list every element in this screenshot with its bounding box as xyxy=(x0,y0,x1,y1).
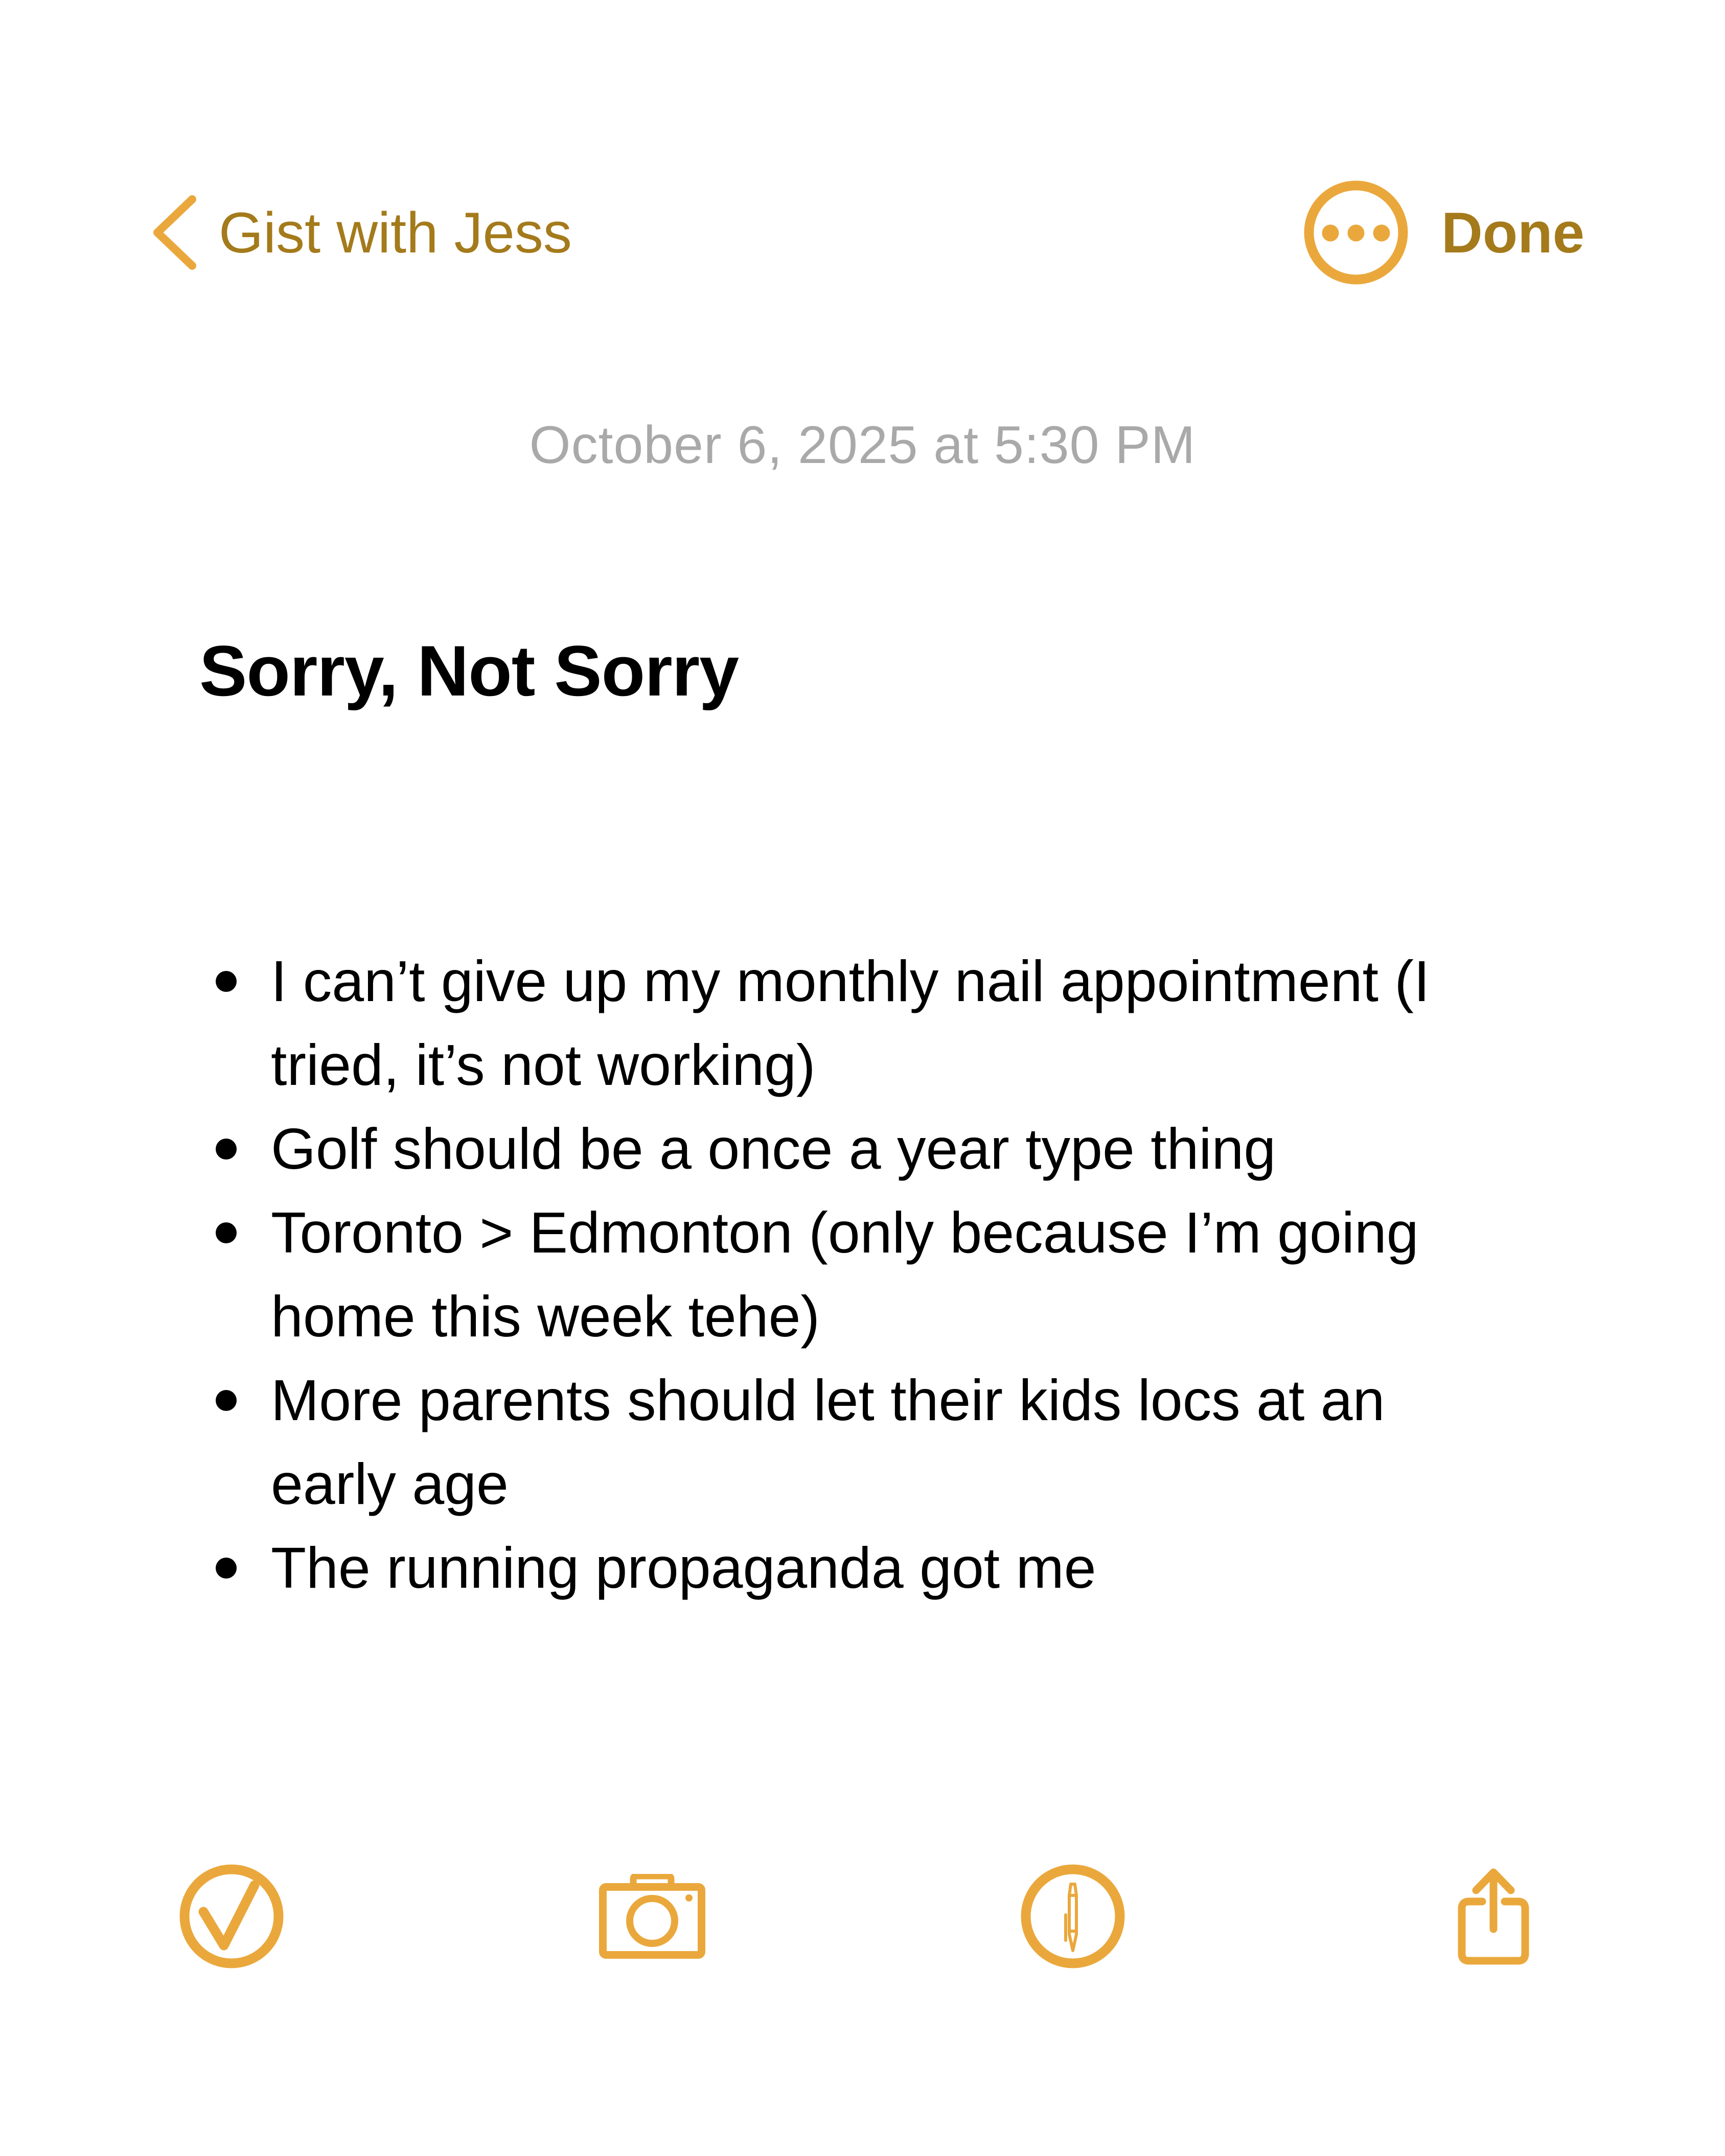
bullet-list xyxy=(271,939,1441,1610)
share-button[interactable] xyxy=(1440,1861,1547,1971)
bullet-item: I can’t give up my monthly nail appointment (I tried, it’s not working) xyxy=(271,939,1441,1107)
bullet-item: The running propaganda got me xyxy=(271,1526,1441,1610)
done-button[interactable]: Done xyxy=(1441,200,1584,265)
header xyxy=(0,174,1725,291)
markup-button[interactable] xyxy=(1019,1861,1126,1971)
back-button[interactable] xyxy=(148,194,572,271)
share-icon xyxy=(1457,1868,1530,1965)
chevron-left-icon xyxy=(148,194,199,271)
checklist-button[interactable] xyxy=(178,1861,285,1971)
back-button-label: Gist with Jess xyxy=(219,200,572,265)
bullet-item: Golf should be a once a year type thing xyxy=(271,1107,1441,1191)
bullet-item: Toronto > Edmonton (only because I’m going home this week tehe) xyxy=(271,1191,1441,1358)
header-right xyxy=(1303,180,1584,285)
ellipsis-circle-icon xyxy=(1303,180,1409,285)
bottom-toolbar xyxy=(0,1861,1725,1971)
note-title: Sorry, Not Sorry xyxy=(199,631,739,711)
checkmark-circle-icon xyxy=(179,1864,284,1969)
pen-circle-icon xyxy=(1020,1864,1125,1969)
bullet-item: More parents should let their kids locs at an early age xyxy=(271,1358,1441,1526)
more-button[interactable] xyxy=(1303,180,1409,285)
note-date: October 6, 2025 at 5:30 PM xyxy=(529,415,1196,475)
camera-icon xyxy=(599,1874,705,1959)
camera-button[interactable] xyxy=(599,1861,706,1971)
